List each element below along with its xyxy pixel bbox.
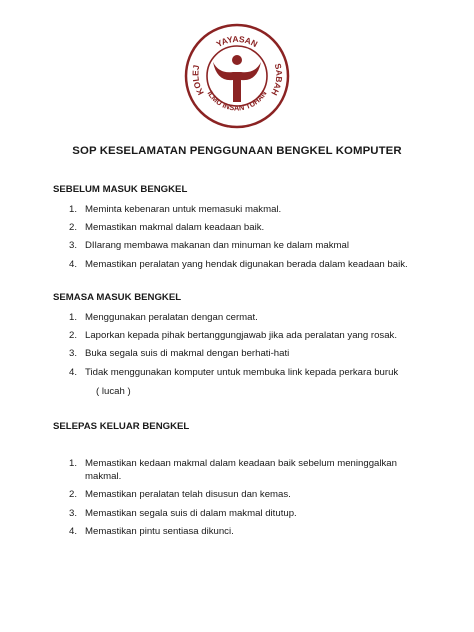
section-heading-before: SEBELUM MASUK BENGKEL bbox=[53, 184, 188, 195]
item-number: 2. bbox=[69, 330, 78, 341]
seal-text-right: SABAH bbox=[269, 62, 285, 98]
item-number: 3. bbox=[69, 348, 78, 359]
seal-text-bottom: ILMU INSAN TUHAN bbox=[205, 89, 269, 113]
section-heading-after: SELEPAS KELUAR BENGKEL bbox=[53, 421, 190, 432]
item-text: DIlarang membawa makanan dan minuman ke dalam makmal bbox=[85, 240, 349, 251]
seal-emblem-icon bbox=[213, 55, 261, 102]
item-number: 3. bbox=[69, 508, 78, 519]
seal-text-left: KOLEJ bbox=[190, 64, 206, 97]
item-text: Laporkan kepada pihak bertanggungjawab jika ada peralatan yang rosak. bbox=[85, 330, 398, 341]
item-text: Memastikan kedaan makmal dalam keadaan baik sebelum meninggalkan bbox=[85, 458, 397, 469]
item-text: Meminta kebenaran untuk memasuki makmal. bbox=[85, 204, 282, 215]
item-text: Menggunakan peralatan dengan cermat. bbox=[85, 312, 258, 323]
item-number: 4. bbox=[69, 367, 78, 378]
item-number: 1. bbox=[69, 312, 78, 323]
item-text: Buka segala suis di makmal dengan berhati-hati bbox=[85, 348, 290, 359]
item-text: Memastikan makmal dalam keadaan baik. bbox=[85, 222, 265, 233]
section-heading-during: SEMASA MASUK BENGKEL bbox=[53, 292, 182, 303]
item-text-continuation: ( lucah ) bbox=[96, 386, 131, 397]
page-title: SOP KESELAMATAN PENGGUNAAN BENGKEL KOMPUTER bbox=[72, 145, 402, 157]
item-text-continuation: makmal. bbox=[85, 471, 122, 482]
item-number: 2. bbox=[69, 489, 78, 500]
item-text: Tidak menggunakan komputer untuk membuka link kepada perkara buruk bbox=[85, 367, 399, 378]
seal-text-top: YAYASAN bbox=[214, 33, 260, 50]
item-text: Memastikan peralatan telah disusun dan kemas. bbox=[85, 489, 291, 500]
college-seal-logo bbox=[183, 22, 291, 130]
item-text: Memastikan segala suis di dalam makmal ditutup. bbox=[85, 508, 297, 519]
item-number: 3. bbox=[69, 240, 78, 251]
item-number: 2. bbox=[69, 222, 78, 233]
item-number: 1. bbox=[69, 204, 78, 215]
item-number: 1. bbox=[69, 458, 78, 469]
item-text: Memastikan pintu sentiasa dikunci. bbox=[85, 526, 234, 537]
item-number: 4. bbox=[69, 526, 78, 537]
item-text: Memastikan peralatan yang hendak digunakan berada dalam keadaan baik. bbox=[85, 259, 408, 270]
item-number: 4. bbox=[69, 259, 78, 270]
